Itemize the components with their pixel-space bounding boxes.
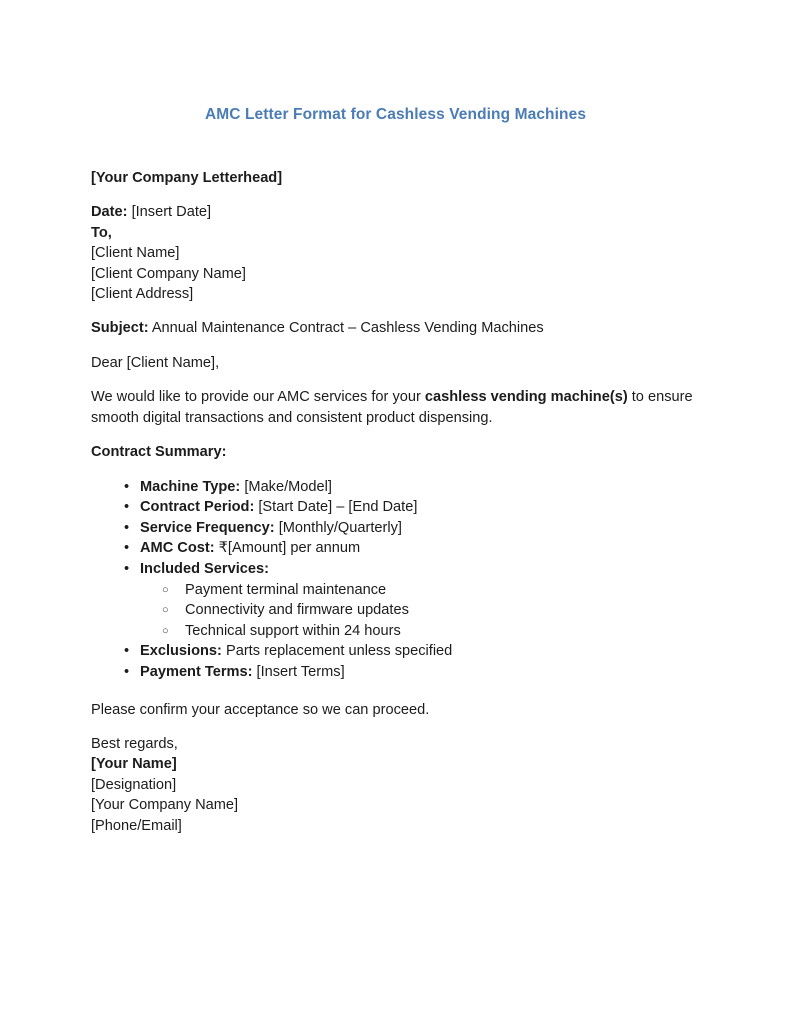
letterhead-block (91, 168, 701, 188)
subject-block (91, 318, 701, 338)
sub-bullet-icon: ○ (162, 624, 169, 637)
date-line (91, 202, 701, 222)
list-item (91, 497, 701, 518)
bullet-icon: • (124, 664, 130, 680)
summary-item-value: [Monthly/Quarterly] (274, 519, 402, 536)
bullet-icon: • (124, 540, 130, 557)
subject-value: Annual Maintenance Contract – Cashless Vending Machines (151, 320, 544, 337)
summary-item-label: Payment Terms: (140, 664, 253, 680)
subject-line (91, 318, 701, 338)
contract-summary-list (91, 477, 701, 683)
sub-bullet-icon: ○ (162, 604, 169, 617)
intro-paragraph (91, 387, 701, 429)
intro-part-two: to ensure smooth digital transactions and consistent product dispensing. (91, 389, 693, 427)
included-service-text: Payment terminal maintenance (185, 581, 387, 598)
list-item (91, 538, 701, 559)
salutation-block (91, 353, 701, 373)
summary-item-label: Service Frequency: (140, 519, 275, 536)
client-name: [Client Name] (91, 245, 180, 262)
intro-part-one: We would like to provide our AMC services for your (91, 389, 425, 406)
included-services-list (140, 580, 701, 642)
bullet-icon: • (124, 561, 130, 578)
sender-designation: [Designation] (91, 776, 177, 793)
summary-item-value: Parts replacement unless specified (221, 643, 453, 660)
summary-item-value: [Insert Terms] (252, 664, 345, 680)
date-and-recipient-block (91, 202, 701, 304)
confirmation-block (91, 700, 701, 720)
client-company-name: [Client Company Name] (91, 265, 246, 282)
list-item (91, 559, 701, 641)
summary-item-value: [Make/Model] (240, 478, 332, 495)
regards-text: Best regards, (91, 736, 178, 752)
list-item (91, 641, 701, 662)
client-address: [Client Address] (91, 286, 194, 303)
bullet-icon: • (124, 499, 130, 516)
summary-item-value: ₹[Amount] per annum (214, 540, 361, 557)
intro-emphasis: cashless vending machine(s) (424, 389, 628, 406)
confirmation-text: Please confirm your acceptance so we can proceed. (91, 701, 430, 718)
summary-item-label: Machine Type: (140, 478, 241, 495)
bullet-icon: • (124, 643, 130, 660)
sender-name: [Your Name] (91, 756, 177, 773)
date-value: [Insert Date] (131, 204, 212, 221)
summary-heading-block (91, 442, 701, 462)
summary-item-value: [Start Date] – [End Date] (254, 499, 418, 516)
sub-bullet-icon: ○ (162, 583, 169, 596)
letter-body (91, 168, 701, 836)
list-item (91, 477, 701, 498)
bullet-icon: • (124, 478, 130, 495)
list-item (91, 662, 701, 683)
list-item (140, 600, 701, 621)
signoff-block (91, 734, 701, 836)
to-label: To, (91, 224, 112, 241)
date-label: Date: (91, 204, 128, 221)
summary-item-label: Contract Period: (140, 499, 255, 516)
list-item (91, 518, 701, 539)
list-item (140, 621, 701, 642)
bullet-icon: • (124, 519, 130, 536)
page-title: AMC Letter Format for Cashless Vending Machines (204, 106, 587, 123)
list-item (140, 580, 701, 601)
contract-summary-heading: Contract Summary: (91, 444, 227, 461)
included-service-text: Connectivity and firmware updates (185, 602, 409, 619)
salutation-text: Dear [Client Name], (91, 354, 220, 371)
sender-company: [Your Company Name] (91, 797, 239, 814)
letterhead-text: [Your Company Letterhead] (91, 170, 283, 186)
sender-contact: [Phone/Email] (91, 817, 182, 834)
summary-item-label: Exclusions: (140, 643, 222, 660)
subject-label: Subject: (91, 320, 149, 337)
summary-item-label: Included Services: (140, 561, 269, 578)
included-service-text: Technical support within 24 hours (185, 622, 401, 639)
summary-item-label: AMC Cost: (140, 540, 215, 557)
